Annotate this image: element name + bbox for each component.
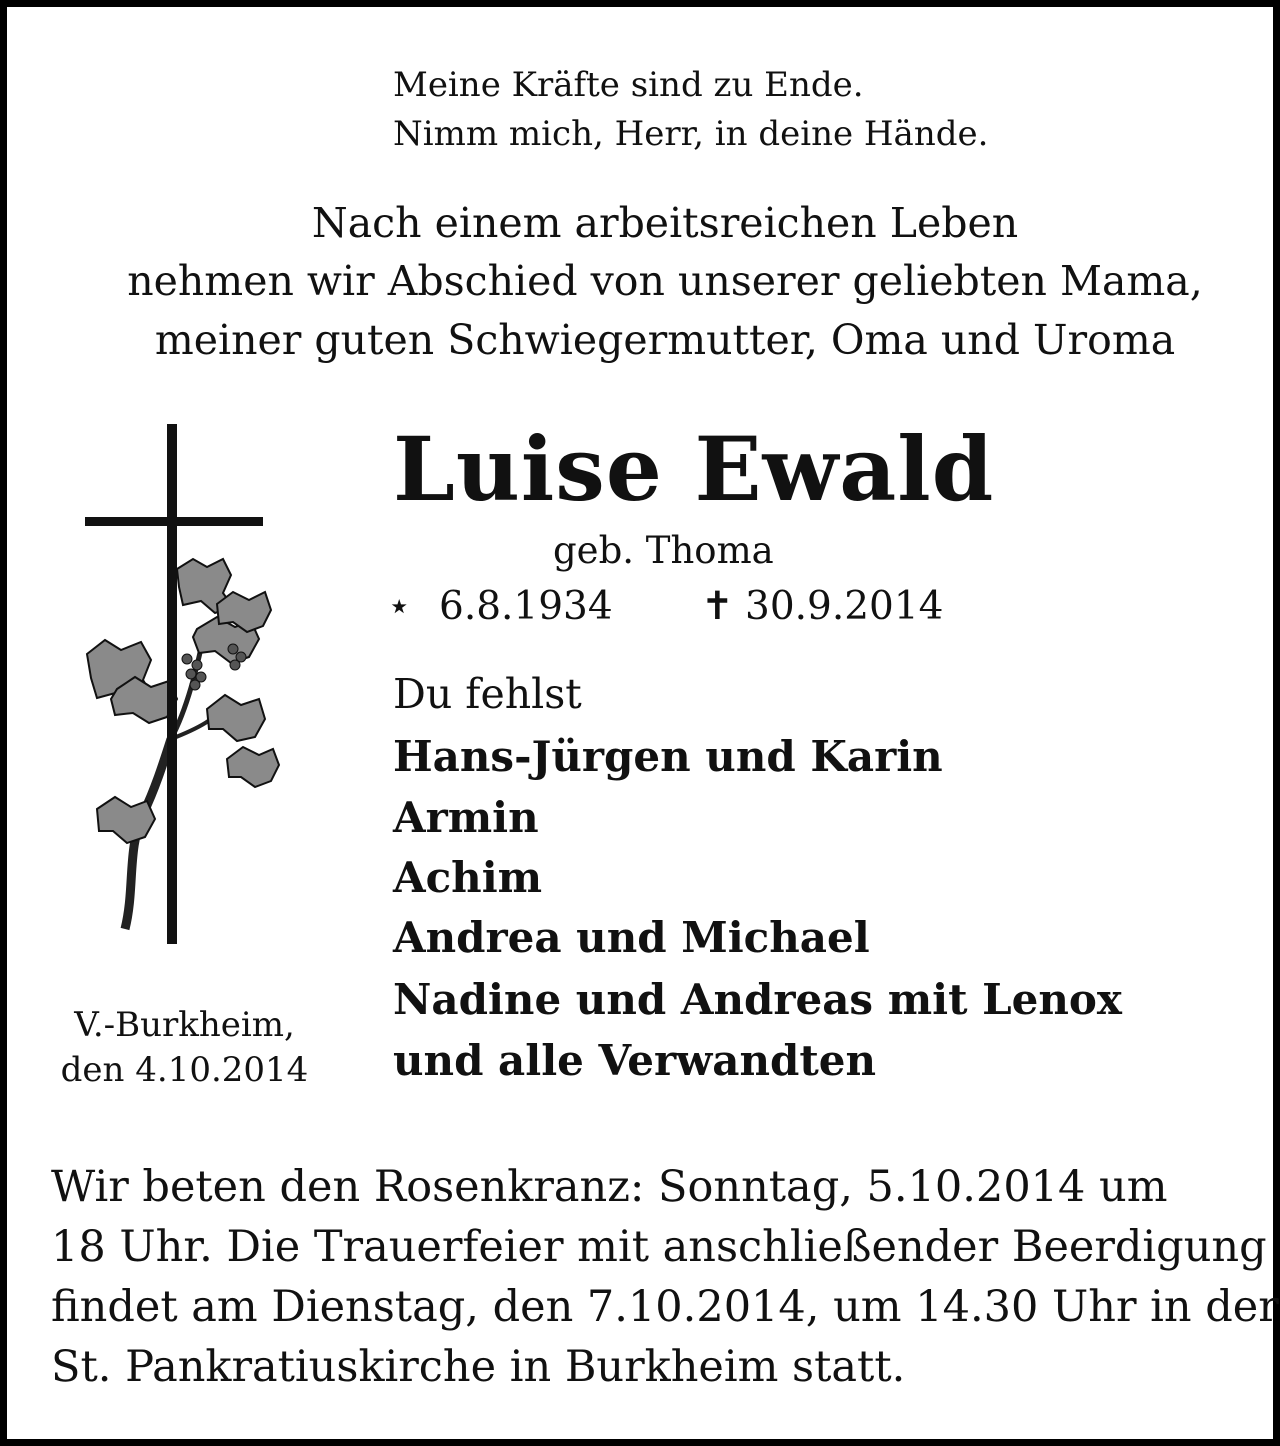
intro-line-1: Nach einem arbeitsreichen Leben [311, 199, 1019, 247]
mourner-name: und alle Verwandten [393, 1036, 877, 1085]
service-info-line-1: Wir beten den Rosenkranz: Sonntag, 5.10.2014 um [51, 1162, 1168, 1212]
cross-with-vine-icon [77, 419, 297, 949]
mourner-name: Nadine und Andreas mit Lenox [393, 975, 1122, 1024]
mourners-intro: Du fehlst [393, 670, 582, 718]
verse-line-1: Meine Kräfte sind zu Ende. [393, 65, 864, 105]
service-info-line-3: findet am Dienstag, den 7.10.2014, um 14.30 Uhr in der [51, 1282, 1279, 1332]
service-info-line-4: St. Pankratiuskirche in Burkheim statt. [51, 1342, 906, 1392]
birth-star-icon: ⋆ [387, 584, 412, 629]
service-info-line-2: 18 Uhr. Die Trauerfeier mit anschließender Beerdigung [51, 1222, 1267, 1272]
verse-line-2: Nimm mich, Herr, in deine Hände. [393, 114, 989, 154]
death-cross-icon: ✝ [701, 584, 734, 629]
mourner-name: Hans-Jürgen und Karin [393, 732, 943, 781]
date-line: den 4.10.2014 [60, 1050, 309, 1090]
mourner-name: Achim [393, 853, 543, 902]
deceased-name: Luise Ewald [393, 417, 995, 521]
place-line: V.-Burkheim, [74, 1005, 295, 1045]
birth-date: 6.8.1934 [439, 584, 613, 629]
intro-line-3: meiner guten Schwiegermutter, Oma und Uroma [154, 316, 1176, 364]
mourner-name: Andrea und Michael [393, 913, 870, 962]
maiden-name: geb. Thoma [553, 529, 774, 572]
death-date: 30.9.2014 [745, 584, 944, 629]
mourner-name: Armin [393, 793, 539, 842]
intro-line-2: nehmen wir Abschied von unserer geliebten Mama, [127, 257, 1203, 305]
